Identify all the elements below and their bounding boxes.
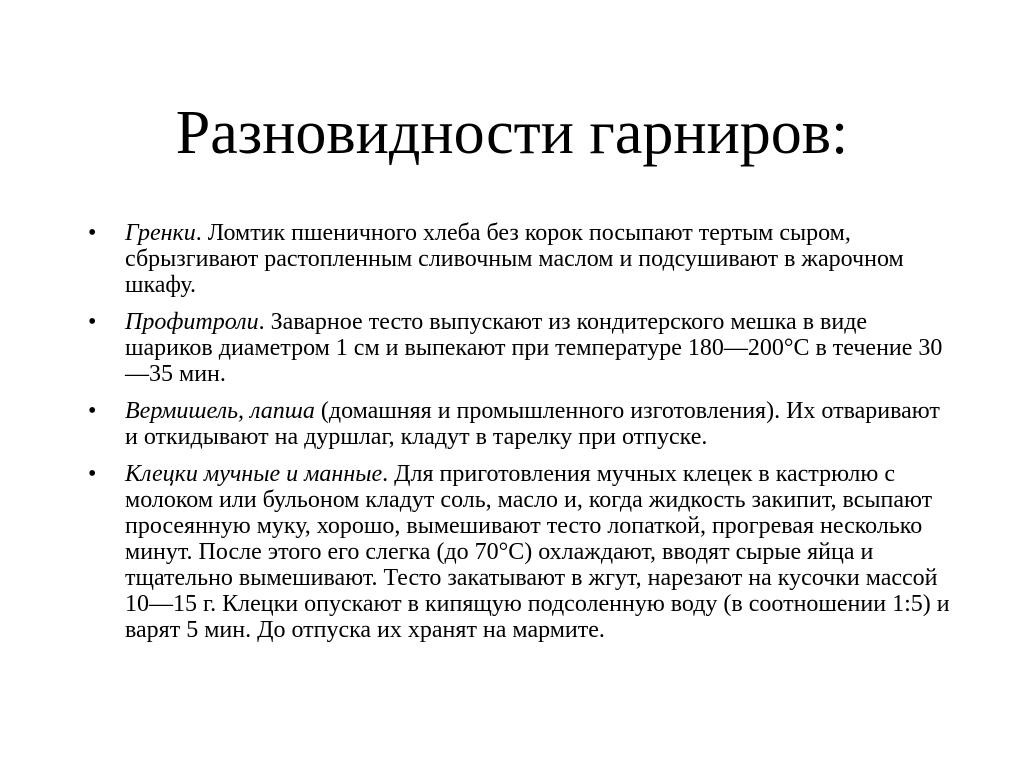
- bullet-item-kletski: [88, 461, 955, 643]
- item-lead-term: Гренки: [125, 220, 196, 246]
- item-lead-term: Вермишель, лапша: [125, 398, 315, 424]
- item-lead-term: Профитроли: [125, 309, 259, 335]
- bullet-item-vermishel: [88, 398, 955, 450]
- item-description: (домашняя и промышленного изготовления). Их отваривают и откидывают на дуршлаг, кладут в тарелку при отпуске.: [125, 398, 940, 450]
- item-lead-term: Клецки мучные и манные: [125, 461, 383, 487]
- item-description: . Заварное тесто выпускают из кондитерского мешка в виде шариков диаметром 1 см и выпекают при температуре 180—200°С в течение 30—35 мин.: [125, 309, 943, 387]
- bullet-dot-icon: •: [88, 220, 97, 246]
- bullet-dot-icon: •: [88, 398, 97, 424]
- item-description: . Для приготовления мучных клецек в кастрюлю с молоком или бульоном кладут соль, масло и, когда жидкость закипит, всыпают просеянную муку, хорошо, вымешивают тесто лопаткой, прогревая несколько минут. После этого его слегка (до 70°С) охлаждают, вводят сырые яйца и тщательно вымешивают. Тесто закатывают в жгут, нарезают на кусочки массой 10—15 г. Клецки опускают в кипящую подсоленную воду (в соотношении 1:5) и варят 5 мин. До отпуска их хранят на мармите.: [125, 461, 950, 643]
- bullet-item-grenki: [88, 220, 955, 298]
- bullet-dot-icon: •: [88, 309, 97, 335]
- bullet-item-profitroli: [88, 309, 955, 387]
- slide-title: Разновидности гарниров:: [175, 99, 849, 167]
- bullet-dot-icon: •: [88, 461, 97, 487]
- item-description: . Ломтик пшеничного хлеба без корок посыпают тертым сыром, сбрызгивают растопленным сливочным маслом и подсушивают в жарочном шкафу.: [125, 220, 904, 298]
- bullet-list: [88, 220, 955, 654]
